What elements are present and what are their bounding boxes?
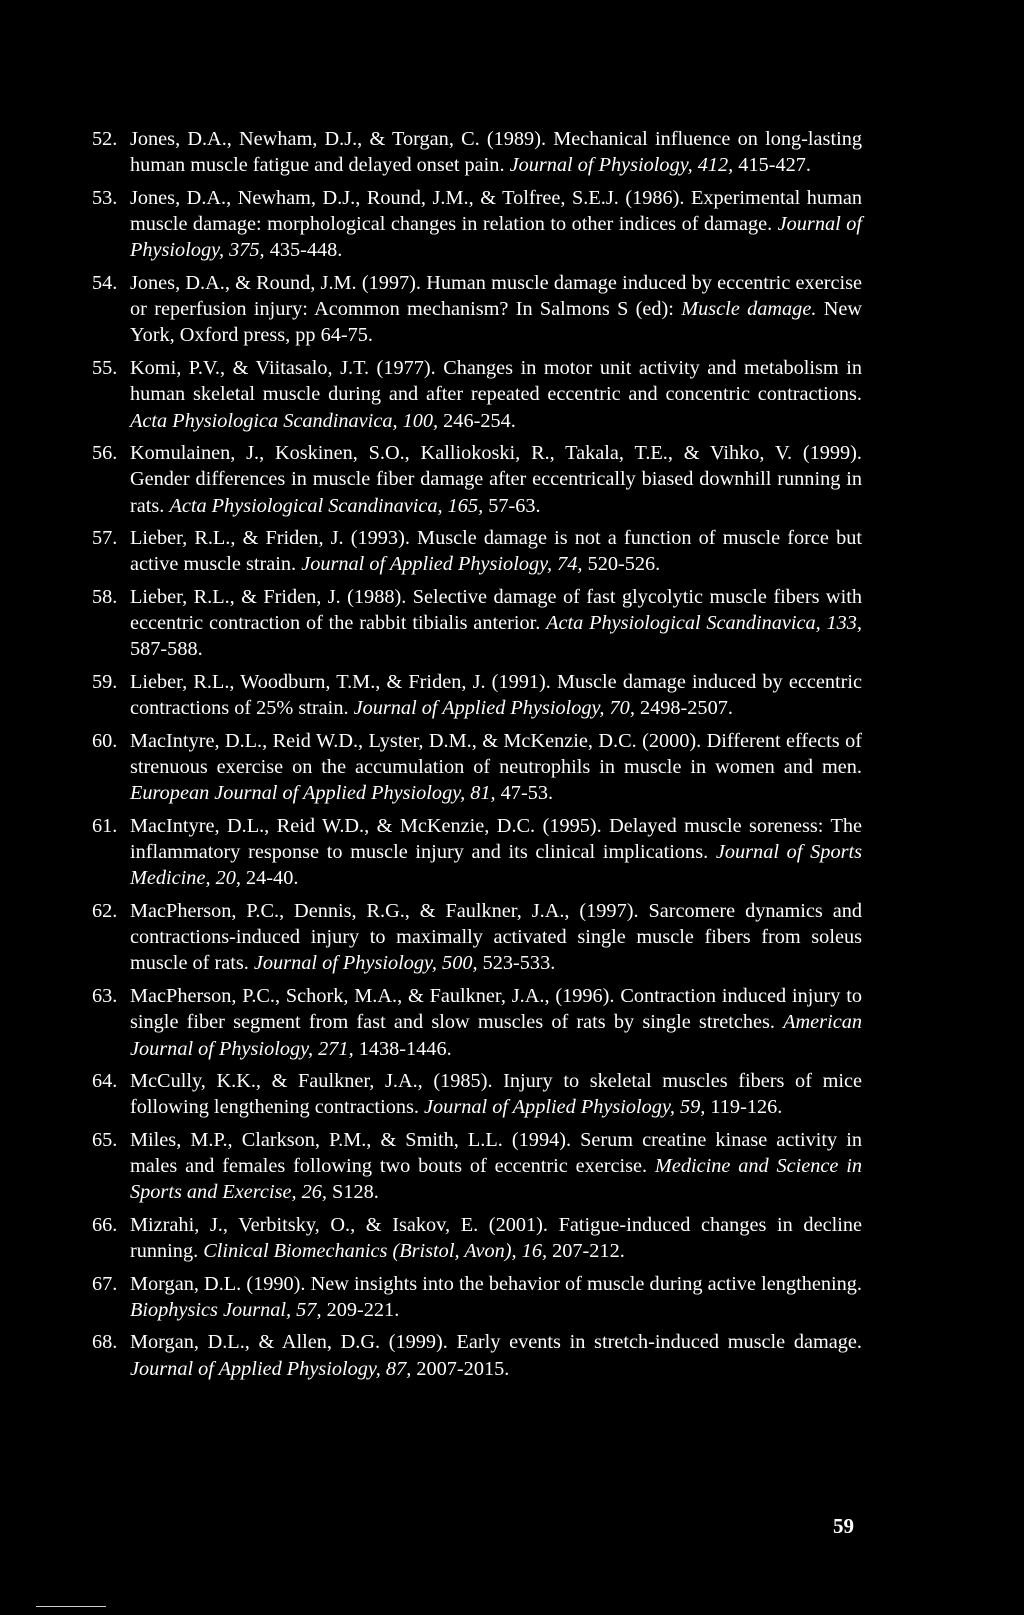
reference-number: 66. — [92, 1213, 118, 1236]
reference-journal: Journal of Applied Physiology, 74, — [301, 553, 583, 576]
reference-pages: 415-427. — [733, 154, 811, 177]
reference-text — [130, 187, 862, 262]
reference-text — [130, 730, 862, 805]
reference-body: MacPherson, P.C., Dennis, R.G., & Faulkner, J.A., (1997). Sarcomere dynamics and contractions-induced injury to maximally activated single muscle fibers from soleus muscle of rats. — [130, 899, 862, 975]
reference-body: Jones, D.A., Newham, D.J., Round, J.M., & Tolfree, S.E.J. (1986). Experimental human muscle damage: morphological changes in relation to other indices of damage. — [130, 186, 862, 236]
reference-number: 62. — [92, 899, 118, 922]
reference-body: Komi, P.V., & Viitasalo, J.T. (1977). Changes in motor unit activity and metabolism in human skeletal muscle during and after repeated eccentric and concentric contractions. — [130, 356, 862, 406]
reference-number: 54. — [92, 271, 118, 294]
reference-number: 56. — [92, 442, 118, 465]
reference-pages: 209-221. — [321, 1298, 400, 1321]
reference-item — [92, 898, 862, 977]
reference-pages: 24-40. — [240, 867, 299, 890]
reference-journal: Journal of Applied Physiology, 70, — [353, 697, 635, 720]
reference-list — [92, 126, 862, 1388]
reference-item — [92, 1068, 862, 1121]
reference-item — [92, 525, 862, 578]
reference-item — [92, 728, 862, 807]
reference-journal: Biophysics Journal, 57, — [130, 1298, 322, 1321]
reference-body: Miles, M.P., Clarkson, P.M., & Smith, L.L. (1994). Serum creatine kinase activity in males and females following two bouts of eccentric exercise. — [130, 1128, 862, 1178]
reference-body: MacPherson, P.C., Schork, M.A., & Faulkner, J.A., (1996). Contraction induced injury to single fiber segment from fast and slow muscles of rats by single stretches. — [130, 984, 862, 1034]
reference-number: 63. — [92, 984, 118, 1007]
reference-body: Lieber, R.L., & Friden, J. (1993). Muscle damage is not a function of muscle force but active muscle strain. — [130, 527, 862, 576]
reference-number: 52. — [92, 128, 118, 150]
reference-item — [92, 1329, 862, 1382]
reference-pages: 246-254. — [438, 409, 516, 432]
reference-body: Morgan, D.L., & Allen, D.G. (1999). Early events in stretch-induced muscle damage. — [130, 1331, 862, 1354]
reference-body: Lieber, R.L., Woodburn, T.M., & Friden, J. (1991). Muscle damage induced by eccentric contractions of 25% strain. — [130, 670, 862, 720]
reference-text — [130, 671, 862, 719]
reference-text — [130, 815, 862, 890]
reference-journal: Acta Physiological Scandinavica, 165, — [169, 494, 484, 517]
reference-number: 64. — [92, 1070, 118, 1093]
reference-pages: 1438-1446. — [353, 1037, 452, 1060]
reference-pages: 523-533. — [477, 952, 556, 975]
reference-journal: American Journal of Physiology, 271, — [130, 1011, 862, 1060]
reference-text — [130, 1273, 862, 1321]
reference-body: MacIntyre, D.L., Reid W.D., Lyster, D.M., & McKenzie, D.C. (2000). Different effects of strenuous exercise on the accumulation of neutrophils in muscle in women and men. — [130, 729, 862, 779]
reference-pages: 435-448. — [264, 239, 343, 262]
page-number: 59 — [833, 1514, 854, 1538]
reference-pages: 207-212. — [547, 1240, 625, 1263]
reference-text — [130, 357, 862, 432]
reference-item — [92, 813, 862, 892]
reference-text — [130, 1331, 862, 1379]
reference-text — [130, 900, 862, 975]
reference-pages: 2498-2507. — [634, 697, 733, 720]
reference-item — [92, 669, 862, 722]
reference-text — [130, 272, 862, 347]
reference-body: Komulainen, J., Koskinen, S.O., Kalliokoski, R., Takala, T.E., & Vihko, V. (1999). Gender differences in muscle fiber damage after eccentrically biased downhill running in rats. — [130, 442, 862, 517]
reference-number: 55. — [92, 356, 118, 379]
reference-journal: Muscle damage. — [681, 298, 817, 321]
reference-item — [92, 270, 862, 349]
reference-number: 58. — [92, 585, 118, 608]
reference-item — [92, 1212, 862, 1265]
reference-number: 68. — [92, 1331, 118, 1354]
reference-number: 60. — [92, 729, 118, 752]
reference-journal: Journal of Physiology, 412, — [509, 154, 734, 177]
reference-text — [130, 527, 862, 575]
reference-pages: 520-526. — [582, 553, 661, 576]
reference-journal: Journal of Physiology, 500, — [253, 952, 478, 975]
reference-number: 57. — [92, 527, 118, 550]
reference-journal: Clinical Biomechanics (Bristol, Avon), 16, — [203, 1240, 548, 1263]
reference-item — [92, 440, 862, 519]
reference-pages: S128. — [326, 1181, 379, 1204]
reference-item — [92, 126, 862, 179]
reference-number: 65. — [92, 1128, 118, 1151]
reference-journal: Acta Physiologica Scandinavica, 100, — [130, 409, 439, 432]
reference-text — [130, 1129, 862, 1204]
reference-number: 53. — [92, 186, 118, 209]
reference-item — [92, 185, 862, 264]
reference-journal: Journal of Sports Medicine, 20, — [130, 841, 863, 890]
reference-text — [130, 1214, 862, 1262]
reference-body: Morgan, D.L. (1990). New insights into the behavior of muscle during active lengthening. — [130, 1272, 862, 1295]
reference-journal: Journal of Physiology, 375, — [130, 213, 862, 262]
reference-pages: 2007-2015. — [411, 1357, 510, 1380]
reference-text — [130, 128, 862, 176]
reference-text — [130, 586, 862, 661]
reference-journal: Acta Physiological Scandinavica, 133, — [546, 612, 863, 635]
reference-text — [130, 985, 862, 1060]
reference-item — [92, 1127, 862, 1206]
reference-journal: Journal of Applied Physiology, 87, — [130, 1357, 412, 1380]
reference-item — [92, 584, 862, 663]
reference-pages: 587-588. — [130, 638, 203, 661]
reference-text — [130, 1070, 862, 1118]
reference-number: 59. — [92, 670, 118, 693]
reference-body: Lieber, R.L., & Friden, J. (1988). Selective damage of fast glycolytic muscle fibers with eccentric contraction of the rabbit tibialis anterior. — [130, 585, 862, 635]
reference-number: 67. — [92, 1272, 118, 1295]
reference-text — [130, 442, 862, 517]
reference-journal: Journal of Applied Physiology, 59, — [424, 1096, 706, 1119]
reference-item — [92, 355, 862, 434]
reference-item — [92, 983, 862, 1062]
reference-body: Jones, D.A., Newham, D.J., & Torgan, C. (1989). Mechanical influence on long-lasting human muscle fatigue and delayed onset pain. — [130, 128, 862, 177]
reference-body: Jones, D.A., & Round, J.M. (1997). Human muscle damage induced by eccentric exercise or reperfusion injury: Acommon mechanism? In Salmons S (ed): — [130, 271, 862, 321]
reference-body: McCully, K.K., & Faulkner, J.A., (1985). Injury to skeletal muscles fibers of mice following lengthening contractions. — [130, 1070, 862, 1119]
reference-journal: European Journal of Applied Physiology, 81, — [130, 782, 496, 805]
reference-pages: 57-63. — [483, 494, 541, 517]
reference-body: Mizrahi, J., Verbitsky, O., & Isakov, E. (2001). Fatigue-induced changes in decline running. — [130, 1213, 862, 1263]
reference-journal: Medicine and Science in Sports and Exercise, 26, — [130, 1155, 862, 1204]
reference-body: MacIntyre, D.L., Reid W.D., & McKenzie, D.C. (1995). Delayed muscle soreness: The inflammatory response to muscle injury and its clinical implications. — [130, 814, 862, 864]
footer-rule — [36, 1606, 106, 1607]
reference-pages: 119-126. — [705, 1096, 783, 1119]
reference-item — [92, 1271, 862, 1324]
reference-pages: New York, Oxford press, pp 64-75. — [130, 298, 863, 347]
reference-number: 61. — [92, 814, 118, 837]
reference-pages: 47-53. — [495, 782, 554, 805]
